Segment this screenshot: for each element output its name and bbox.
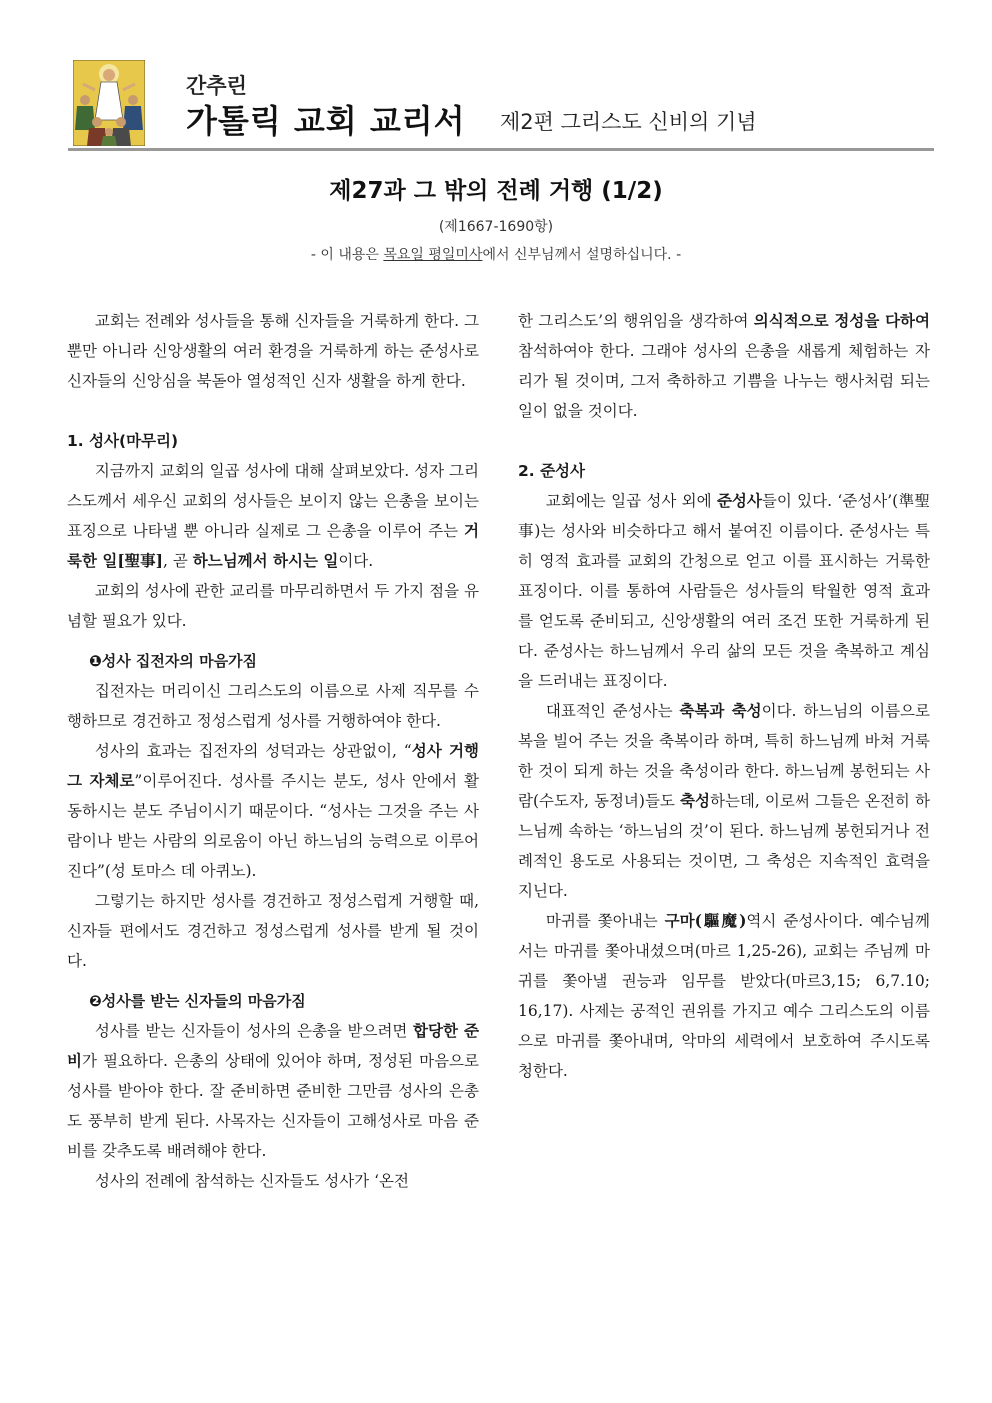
part-title: 제2편 그리스도 신비의 기념: [500, 110, 757, 134]
brand-title: 가톨릭 교회 교리서: [186, 102, 466, 140]
section-1-paragraph-2: 교회의 성사에 관한 교리를 마무리하면서 두 가지 점을 유념할 필요가 있다.: [67, 582, 479, 630]
section-2-title: 2. 준성사: [518, 462, 585, 480]
note-mass-link: 목요일 평일미사: [383, 247, 483, 263]
brand-subtitle: 간추린: [186, 74, 247, 98]
intro-paragraph: 교회는 전례와 성사들을 통해 신자들을 거룩하게 한다. 그뿐만 아니라 신앙생활의 여러 환경을 거룩하게 하는 준성사로 신자들의 신앙심을 북돋아 열성적인 신자 생활을 하게 한다.: [67, 312, 479, 390]
subsection-2-paragraph-1: 성사를 받는 신자들이 성사의 은총을 받으려면 합당한 준비가 필요하다. 은총의 상태에 있어야 하며, 정성된 마음으로 성사를 받아야 한다. 잘 준비하면 준비한 그만큼 성사의 은총도 풍부히 받게 된다. 사목자는 신자들이 고해성사로 마음 준비를 갖추도록 배려해야 한다.: [67, 1021, 479, 1160]
subsection-1-paragraph-1: 집전자는 머리이신 그리스도의 이름으로 사제 직무를 수행하므로 경건하고 정성스럽게 성사를 거행하여야 한다.: [67, 682, 479, 730]
section-1-title: 1. 성사(마무리): [67, 432, 179, 450]
subsection-2-paragraph-2: 성사의 전례에 참석하는 신자들도 성사가 ‘온전: [94, 1172, 409, 1190]
subsection-1-paragraph-2: 성사의 효과는 집전자의 성덕과는 상관없이, “성사 거행 그 자체로”이루어진다. 성사를 주시는 분도, 성사 안에서 활동하시는 분도 주님이시기 때문이다. “성사는 그것을 주는 사람이나 받는 사람의 의로움이 아닌 하느님의 능력으로 이루어진다”(성 토마스 데 아퀴노).: [67, 741, 479, 880]
note-suffix: 에서 신부님께서 설명하십니다. -: [482, 247, 682, 263]
right-column: [518, 306, 930, 1086]
section-2-paragraph-2: 대표적인 준성사는 축복과 축성이다. 하느님의 이름으로 복을 빌어 주는 것을 축복이라 하며, 특히 하느님께 바쳐 거룩한 것이 되게 하는 것을 축성이라 한다. 하느님께 봉헌되는 사람(수도자, 동정녀)들도 축성하는데, 이로써 그들은 온전히 하느님께 속하는 ‘하느님의 것’이 된다. 하느님께 봉헌되거나 전례적인 용도로 사용되는 것이면, 그 축성은 지속적인 효력을 지닌다.: [518, 701, 930, 900]
jesus-apostles-logo-icon: [73, 60, 145, 146]
lesson-title: 제27과 그 밖의 전례 거행 (1/2): [329, 178, 663, 204]
header-divider: [68, 148, 934, 151]
lesson-reference: (제1667-1690항): [438, 219, 554, 235]
subsection-2-title: ❷성사를 받는 신자들의 마음가짐: [89, 992, 306, 1010]
subsection-1-paragraph-3: 그렇기는 하지만 성사를 경건하고 정성스럽게 거행할 때, 신자들 편에서도 경건하고 정성스럽게 성사를 받게 될 것이다.: [67, 892, 479, 970]
note-prefix: - 이 내용은: [310, 247, 384, 263]
page-header: [68, 58, 934, 150]
continued-paragraph: 한 그리스도’의 행위임을 생각하여 의식적으로 정성을 다하여 참석하여야 한다. 그래야 성사의 은총을 새롭게 체험하는 자리가 될 것이며, 그저 축하하고 기쁨을 나누는 행사처럼 되는 일이 없을 것이다.: [518, 311, 930, 420]
section-1-paragraph-1: 지금까지 교회의 일곱 성사에 대해 살펴보았다. 성자 그리스도께서 세우신 교회의 성사들은 보이지 않는 은총을 보이는 표징으로 나타낼 뿐 아니라 실제로 그 은총을 이루어 주는 거룩한 일[聖事], 곧 하느님께서 하시는 일이다.: [67, 462, 479, 570]
subsection-1-title: ❶성사 집전자의 마음가짐: [89, 652, 258, 670]
section-2-paragraph-3: 마귀를 쫓아내는 구마(驅魔)역시 준성사이다. 예수님께서는 마귀를 쫓아내셨으며(마르 1,25-26), 교회는 주님께 마귀를 쫓아낼 권능과 임무를 받았다(마르3,15; 6,7.10; 16,17). 사제는 공적인 권위를 가지고 예수 그리스도의 이름으로 마귀를 쫓아내며, 악마의 세력에서 보호하여 주시도록 청한다.: [518, 911, 930, 1080]
section-2-paragraph-1: 교회에는 일곱 성사 외에 준성사들이 있다. ‘준성사’(準聖事)는 성사와 비슷하다고 해서 붙여진 이름이다. 준성사는 특히 영적 효과를 교회의 간청으로 얻고 이를 표시하는 거룩한 표징이다. 이를 통하여 사람들은 성사들의 탁월한 영적 효과를 얻도록 준비되고, 신앙생활의 여러 조건 또한 거룩하게 된다. 준성사는 하느님께서 우리 삶의 모든 것을 축복하고 계심을 드러내는 표징이다.: [518, 491, 930, 690]
left-column: [67, 306, 479, 1196]
lesson-note: [0, 244, 992, 264]
